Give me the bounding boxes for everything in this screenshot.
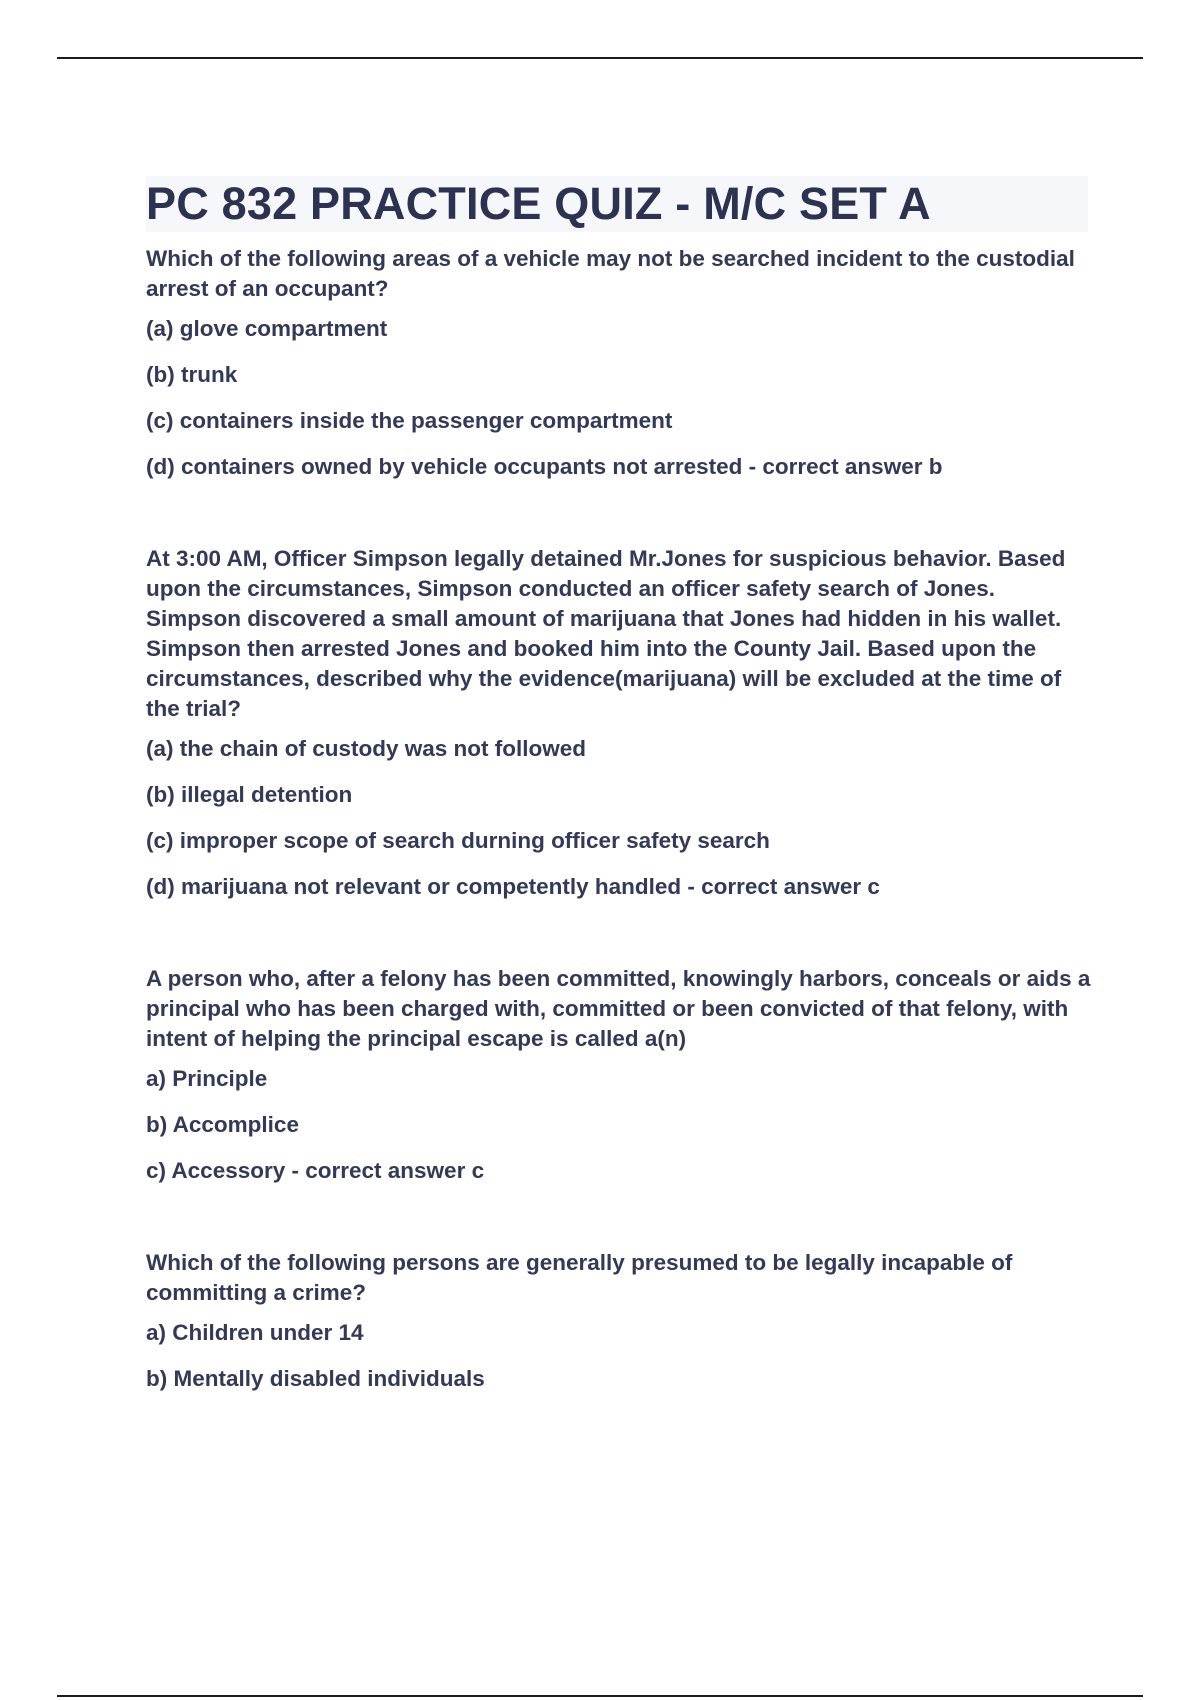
page-title: PC 832 PRACTICE QUIZ - M/C SET A — [146, 176, 1088, 232]
question-text: At 3:00 AM, Officer Simpson legally detained Mr.Jones for suspicious behavior. Based upon the circumstances, Simpson conducted an officer safety search of Jones. Simpson discovered a small amount of marijuana that Jones had hidden in his wallet. Simpson then arrested Jones and booked him into the County Jail. Based upon the circumstances, described why the evidence(marijuana) will be excluded at the time of the trial? — [146, 546, 1066, 721]
question-block — [146, 244, 1091, 484]
answer-option: c) Accessory - correct answer c — [146, 1158, 485, 1183]
answer-option: (c) containers inside the passenger compartment — [146, 408, 673, 433]
answer-option: b) Mentally disabled individuals — [146, 1366, 485, 1391]
answer-option: (a) the chain of custody was not followed — [146, 736, 587, 761]
question-block — [146, 964, 1091, 1188]
question-text: A person who, after a felony has been committed, knowingly harbors, conceals or aids a principal who has been charged with, committed or been convicted of that felony, with intent of helping the principal escape is called a(n) — [146, 966, 1091, 1051]
answer-option: a) Children under 14 — [146, 1320, 364, 1345]
question-text: Which of the following persons are generally presumed to be legally incapable of committing a crime? — [146, 1250, 1013, 1305]
bottom-rule — [57, 1695, 1143, 1697]
answer-option: (b) trunk — [146, 362, 238, 387]
question-block — [146, 544, 1091, 904]
answer-option: (a) glove compartment — [146, 316, 388, 341]
answer-option: b) Accomplice — [146, 1112, 299, 1137]
quiz-content — [146, 244, 1091, 1456]
question-text: Which of the following areas of a vehicle may not be searched incident to the custodial arrest of an occupant? — [146, 246, 1075, 301]
answer-option: (d) containers owned by vehicle occupants not arrested - correct answer b — [146, 454, 943, 479]
answer-option: (d) marijuana not relevant or competently handled - correct answer c — [146, 874, 880, 899]
answer-option: (c) improper scope of search durning officer safety search — [146, 828, 770, 853]
answer-option: (b) illegal detention — [146, 782, 353, 807]
answer-option: a) Principle — [146, 1066, 268, 1091]
question-block — [146, 1248, 1091, 1396]
top-rule — [57, 57, 1143, 59]
